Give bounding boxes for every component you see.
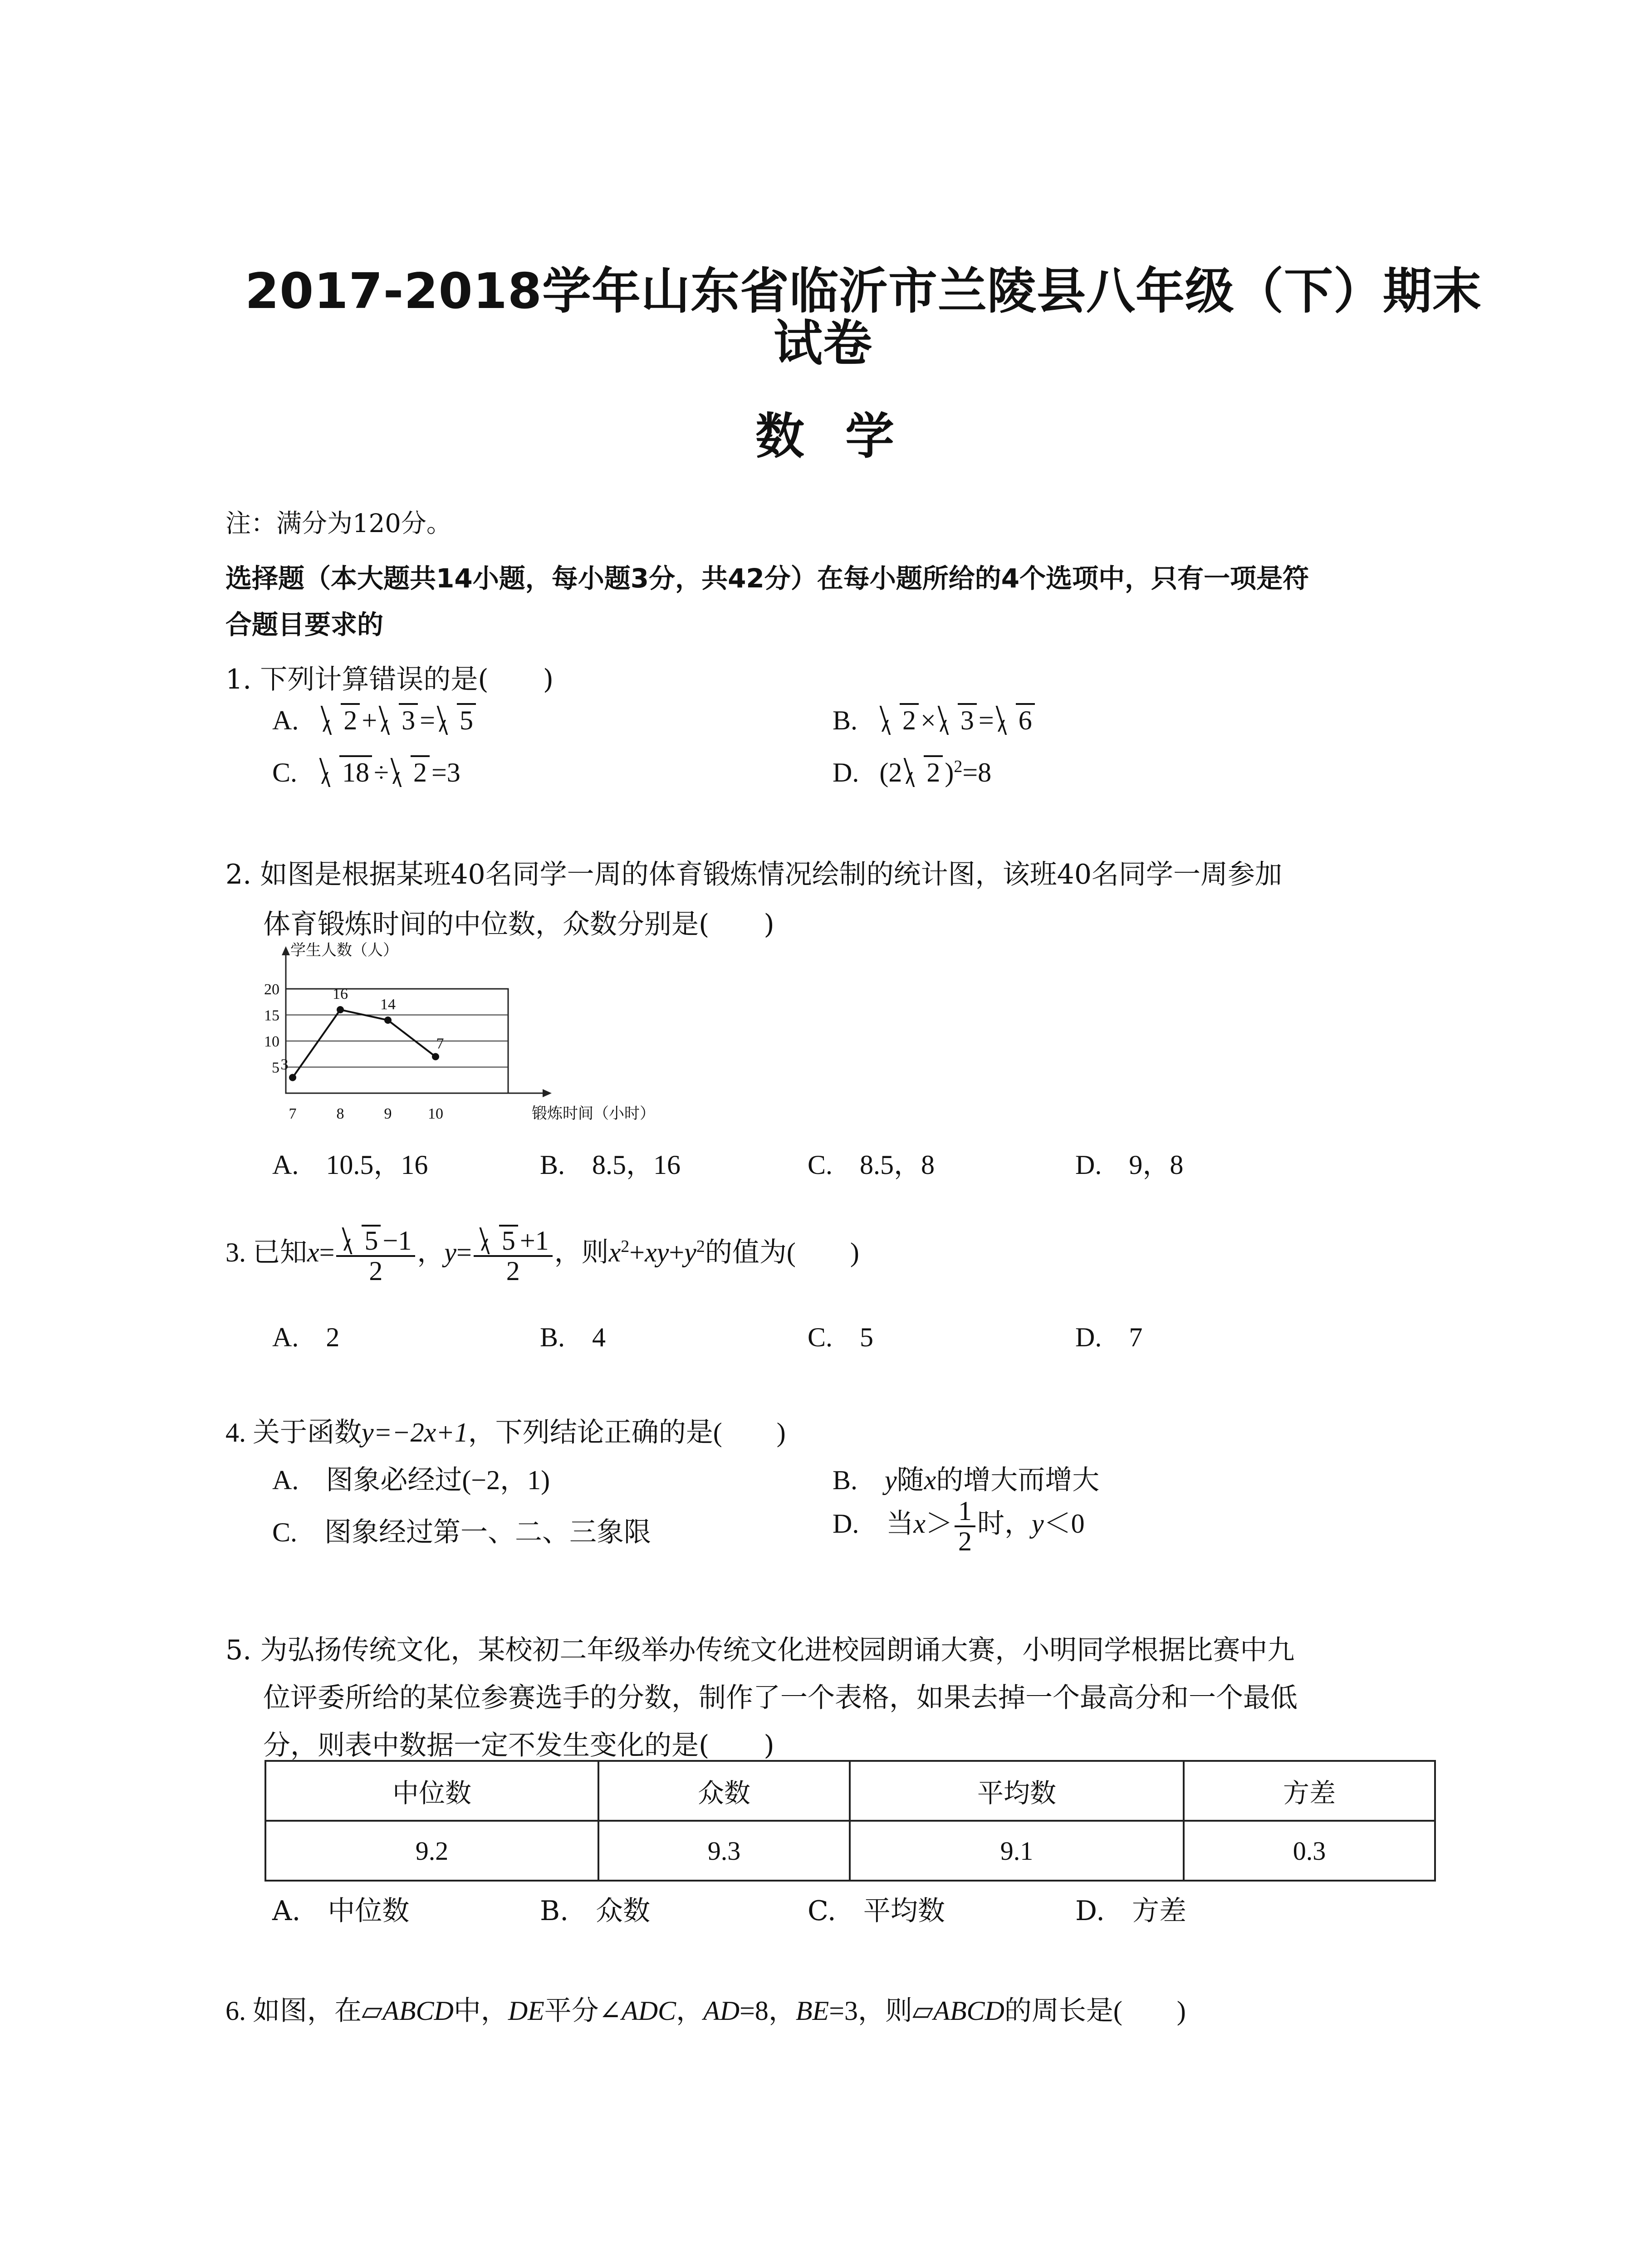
x-axis-arrow [543,1089,552,1097]
exercise-line-chart [236,939,655,1139]
q5-stem-line2: 位评委所给的某位参赛选手的分数，制作了一个表格，如果去掉一个最高分和一个最低 [263,1682,1298,1714]
table-header-cell: 中位数 [265,1761,598,1821]
data-point [384,1017,392,1024]
q5-stem-line3: 分，则表中数据一定不发生变化的是( ) [263,1730,774,1761]
q4-stem: 4. 关于函数y=−2x+1，下列结论正确的是( ) [225,1418,786,1447]
q1-option-c: C. 18 ÷ 2 =3 [272,755,460,788]
y-tick-label: 10 [264,1033,279,1050]
table-row [265,1821,1435,1881]
table-header-row [265,1761,1435,1821]
q4-option-b: B. y随x的增大而增大 [833,1465,1100,1495]
q4-option-d: D. 当x＞ $\frac{1}{2}$ 时，y＜0 [833,1496,1085,1556]
q5-stats-table [265,1760,1436,1882]
y-tick-label: 15 [264,1007,279,1024]
q2-stem-line1: 2. 如图是根据某班40名同学一周的体育锻炼情况绘制的统计图，该班40名同学一周参加 [225,859,1283,890]
q3-option-b: B. 4 [540,1322,606,1352]
table-header-cell: 平均数 [850,1761,1184,1821]
data-label: 14 [380,996,396,1013]
data-point [337,1006,344,1013]
table-cell: 0.3 [1184,1821,1435,1881]
q1-stem: 1. 下列计算错误的是( ) [225,664,554,695]
q3-stem: 3. 已知x= $\frac{5 -1}{2}$ ，y= $\frac{5 +1}{2}$ ，则$x^2+xy+y^2$的值为( ) [225,1226,859,1286]
x-tick-label: 7 [289,1105,297,1122]
q2-option-c: C. 8.5，8 [808,1150,935,1180]
data-label: 7 [436,1035,444,1052]
table-cell: 9.2 [265,1821,598,1881]
q3-option-c: C. 5 [808,1322,874,1352]
q2-option-b: B. 8.5，16 [540,1150,681,1180]
q5-stem-line1: 5. 为弘扬传统文化，某校初二年级举办传统文化进校园朗诵大赛，小明同学根据比赛中九 [225,1634,1295,1666]
q4-option-a: A. 图象必经过(−2，1) [272,1465,550,1495]
x-tick-label: 9 [384,1105,392,1122]
q1-option-b: B. 2 × 3 = 6 [833,703,1037,736]
table-header-cell: 众数 [598,1761,850,1821]
q2-option-d: D. 9，8 [1075,1150,1184,1180]
page-title-line2: 试卷 [774,315,873,372]
q5-option-b: B. 众数 [540,1895,651,1927]
section-heading-line2: 合题目要求的 [225,609,384,640]
x-tick-label: 10 [428,1105,443,1122]
section-heading-line1: 选择题（本大题共14小题，每小题3分，共42分）在每小题所给的4个选项中，只有一项是符 [225,563,1309,594]
y-tick-label: 5 [272,1059,279,1076]
q6-stem: 6. 如图，在▱ABCD中，DE平分∠ADC，AD=8，BE=3，则▱ABCD的周长是( ) [225,1996,1186,2026]
page-title-line1: 2017-2018学年山东省临沂市兰陵县八年级（下）期末 [245,263,1482,320]
table-header-cell: 方差 [1184,1761,1435,1821]
q1-option-a: A. 2 + 3 = 5 [272,703,478,736]
table-cell: 9.1 [850,1821,1184,1881]
data-label: 3 [280,1056,289,1073]
x-tick-label: 8 [336,1105,344,1122]
score-note: 注：满分为120分。 [225,509,452,538]
data-point [432,1053,439,1061]
y-axis-arrow [282,946,290,955]
y-axis-label: 学生人数（人） [290,941,398,959]
q5-option-d: D. 方差 [1075,1895,1187,1927]
q5-option-a: A. 中位数 [272,1895,410,1927]
q5-option-c: C. 平均数 [808,1895,945,1927]
q1-option-d: D. (2 2 )$^2$=8 [833,755,991,788]
q2-stem-line2: 体育锻炼时间的中位数，众数分别是( ) [263,909,774,940]
table-cell: 9.3 [598,1821,850,1881]
data-point [289,1074,296,1081]
q3-option-a: A. 2 [272,1322,340,1352]
x-axis-label: 锻炼时间（小时） [532,1105,655,1123]
q2-option-a: A. 10.5，16 [272,1150,428,1180]
subject-title: 数学 [755,408,936,465]
q3-option-d: D. 7 [1075,1322,1143,1352]
data-label: 16 [333,986,348,1002]
q4-option-c: C. 图象经过第一、二、三象限 [272,1517,652,1547]
y-tick-label: 20 [264,981,279,998]
